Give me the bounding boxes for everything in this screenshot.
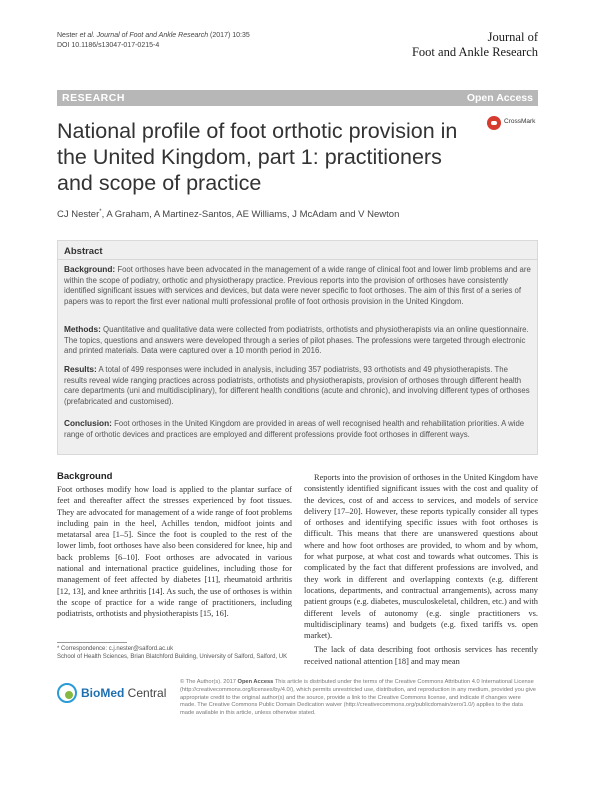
abstract-background-text: Foot orthoses have been advocated in the management of a wide range of clinical foot and lower limb problems and are within the scope of podiatry, orthotic and physiotherapy practice. Previous reports into the provision of orthoses have consistently identified significant issues with services and devices, but data were never specific to foot orthoses. The aim of this first of a series of papers was to report the first ever national multi professional profile of foot orthosis provision in the United Kingdom. xyxy=(64,265,531,306)
citation-suffix: (2017) 10:35 xyxy=(208,32,250,39)
abstract-results-label: Results: xyxy=(64,364,97,374)
open-access-label: Open Access xyxy=(466,92,533,104)
biomed-central-icon xyxy=(57,683,77,703)
journal-line-2: Foot and Ankle Research xyxy=(411,44,538,59)
logo-bold-text: BioMed xyxy=(81,686,125,700)
abstract-methods xyxy=(64,324,531,357)
body-right-column xyxy=(304,472,538,667)
body-paragraph: Foot orthoses modify how load is applied to the plantar surface of feet and thereafter affect the stresses experienced by foot tissues. They are advocated for management of a wide range of foot problems including pain in the heel, Achilles tendon, midfoot joints and metatarsal area [1–5]. Since the foot is coupled to the rest of the lower limb, foot orthoses have also been considered for knee, hip and back problems [6–10]. Foot orthoses are advocated in various national and international practice guidelines, including those for management of feet affected by diabetes [11], rheumatoid arthritis [12, 13], and knee arthritis [14]. As such, the use of orthoses is within the scope of practice for a wide range of practitioners, including podiatrists, orthotists and physiotherapists [15, 16]. xyxy=(57,485,292,619)
author-list xyxy=(57,209,399,220)
abstract-results-text: A total of 499 responses were included in analysis, including 357 podiatrists, 93 orthotists and 49 physiotherapists. The results reveal wide ranging practices across podiatrists, orthotists and physiotherapists, provision of orthoses through different health care departments (uni and multidisciplinary), for different health conditions (acute and chronic), and involving different types of orthoses (prefabricated and customised). xyxy=(64,365,530,406)
correspondence-mark: * xyxy=(99,209,102,215)
doi-link[interactable]: DOI 10.1186/s13047-017-0215-4 xyxy=(57,42,160,49)
logo-rest-text: Central xyxy=(124,686,167,700)
citation-prefix: Nester xyxy=(57,32,80,39)
abstract-background-label: Background: xyxy=(64,264,116,274)
article-title: National profile of foot orthotic provision in the United Kingdom, part 1: practitioners and scope of practice xyxy=(57,119,458,195)
author-corresponding[interactable]: CJ Nester xyxy=(57,209,100,221)
footnote xyxy=(57,645,292,661)
license-prefix: © The Author(s). 2017 xyxy=(180,679,238,685)
biomed-central-logo xyxy=(57,683,172,703)
background-heading: Background xyxy=(57,471,113,482)
section-label: RESEARCH xyxy=(62,92,125,104)
abstract-conclusion-text: Foot orthoses in the United Kingdom are provided in areas of well recognised health and rehabilitation priorities. A wide range of orthotic devices and practices are employed and different professions provide foot orthoses in different ways. xyxy=(64,419,525,439)
author-others: , A Graham, A Martinez-Santos, AE Williams, J McAdam and V Newton xyxy=(101,209,400,221)
abstract-divider xyxy=(57,259,538,260)
crossmark-icon xyxy=(487,116,501,130)
abstract-conclusion-label: Conclusion: xyxy=(64,418,112,428)
crossmark-label: CrossMark xyxy=(504,118,536,125)
section-band xyxy=(57,90,538,106)
abstract-methods-label: Methods: xyxy=(64,324,101,334)
license-open-access: Open Access xyxy=(237,679,274,685)
crossmark-button[interactable] xyxy=(487,114,543,134)
abstract-results xyxy=(64,364,531,407)
abstract-background xyxy=(64,264,531,307)
body-left-column xyxy=(57,484,292,620)
journal-line-1: Journal of xyxy=(487,30,538,44)
correspondence-email[interactable]: * Correspondence: c.j.nester@salford.ac.uk xyxy=(57,646,174,652)
abstract-methods-text: Quantitative and qualitative data were collected from podiatrists, orthotists and physiotherapists via an online questionnaire. The topics, questions and answers were developed through a series of pilot phases. The professions were targeted through electronic and printed materials. Data were captured over a 10 month period in 2016. xyxy=(64,325,529,355)
abstract-conclusion xyxy=(64,418,531,440)
affiliation: School of Health Sciences, Brian Blatchford Building, University of Salford, Salford, UK xyxy=(57,654,288,660)
body-paragraph: Reports into the provision of orthoses in the United Kingdom have consistently identified significant issues with the cost and quality of the devices, cost of and access to services, and models of service delivery [17–20]. However, these reports typically consider all types of orthoses and identifying specific issues with foot orthoses is difficult. This means that there are unanswered questions about where and how foot orthoses are provided, to whom and by whom, for what purpose, at what cost and towards what outcomes. This is complicated by the fact that different professions are involved, and they work in different and overlapping contexts (e.g. different locations, departments, and contractual arrangements), across many patient groups (e.g. diabetes, musculoskeletal, children, etc.) and with different levels of autonomy (e.g. single practitioners vs. multidisciplinary teams) and budgets (e.g. fixed tariffs vs. open market). xyxy=(304,473,538,641)
citation-header xyxy=(57,31,250,51)
journal-name xyxy=(412,30,538,59)
citation-journal: et al. Journal of Foot and Ankle Research xyxy=(79,32,209,39)
body-paragraph: The lack of data describing foot orthosis services has recently received national attention [18] and may mean xyxy=(304,645,538,666)
abstract-heading: Abstract xyxy=(64,246,103,257)
license-statement xyxy=(180,679,538,718)
license-text: This article is distributed under the terms of the Creative Commons Attribution 4.0 International License (http://creativecommons.org/licenses/by/4.0/), which permits unrestricted use, distribution, and reproduction in any medium, provided you give appropriate credit to the original author(s) and the source, provide a link to the Creative Commons license, and indicate if changes were made. The Creative Commons Public Domain Dedication waiver (http://creativecommons.org/publicdomain/zero/1.0/) applies to the data made available in this article, unless otherwise stated. xyxy=(180,679,536,717)
footnote-divider xyxy=(57,642,127,643)
